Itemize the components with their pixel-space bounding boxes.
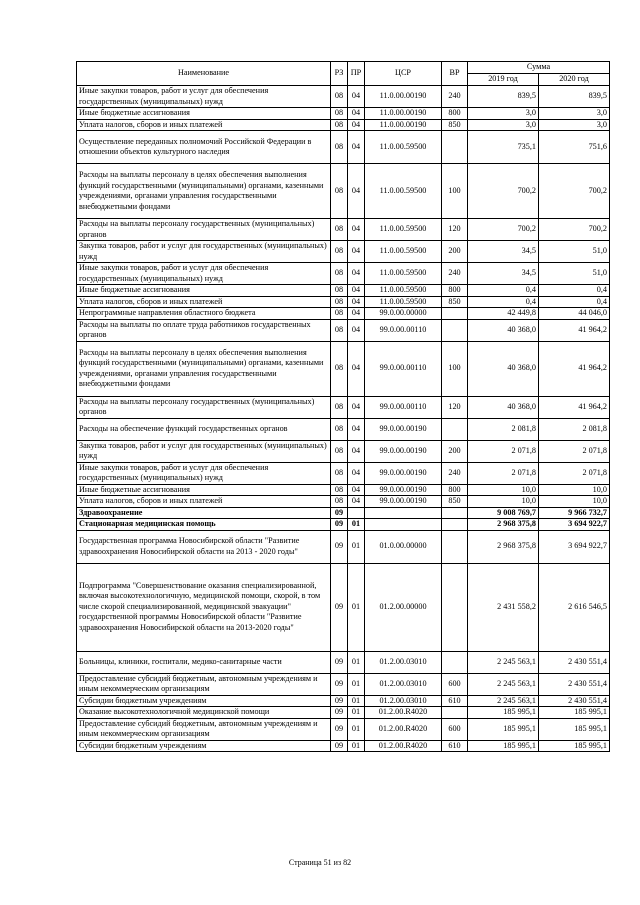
cell-csr: 11.0.00.59500 [365,285,442,297]
cell-rz: 08 [331,119,348,131]
cell-vr [442,308,468,320]
cell-vr: 240 [442,86,468,108]
cell-name: Подпрограмма "Совершенствование оказания специализированной, включая высокотехнологичную, медицинской помощи, скорой, в том числе скорой специализированной, медицинской эвакуации" государственной программы Новосибирской области "Развитие здравоохранения Новосибирской области на 2013-2020 годы" [77,563,331,651]
cell-sum-2019: 839,5 [468,86,539,108]
cell-name: Уплата налогов, сборов и иных платежей [77,296,331,308]
cell-csr: 99.0.00.00110 [365,341,442,396]
cell-sum-2020: 2 430 551,4 [539,651,610,673]
cell-vr [442,131,468,164]
cell-rz: 09 [331,530,348,563]
cell-csr: 99.0.00.00190 [365,418,442,440]
table-row [77,496,610,508]
cell-csr: 99.0.00.00190 [365,484,442,496]
cell-name: Оказание высокотехнологичной медицинской помощи [77,707,331,719]
cell-pr: 04 [348,418,365,440]
cell-sum-2020: 3,0 [539,108,610,120]
table-row [77,319,610,341]
cell-rz: 09 [331,673,348,695]
header-csr: ЦСР [365,62,442,86]
header-year-2020: 2020 год [539,74,610,86]
table-row [77,219,610,241]
cell-rz: 08 [331,308,348,320]
cell-sum-2019: 10,0 [468,484,539,496]
table-row [77,341,610,396]
table-row [77,563,610,651]
cell-name: Иные бюджетные ассигнования [77,285,331,297]
cell-sum-2020: 41 964,2 [539,396,610,418]
cell-rz: 08 [331,241,348,263]
header-rz: РЗ [331,62,348,86]
cell-csr: 11.0.00.59500 [365,241,442,263]
cell-name: Закупка товаров, работ и услуг для государственных (муниципальных) нужд [77,440,331,462]
cell-sum-2020: 9 966 732,7 [539,507,610,519]
cell-sum-2019: 40 368,0 [468,319,539,341]
table-row [77,241,610,263]
cell-vr: 120 [442,396,468,418]
cell-name: Закупка товаров, работ и услуг для государственных (муниципальных) нужд [77,241,331,263]
header-year-2019: 2019 год [468,74,539,86]
cell-pr: 01 [348,718,365,740]
cell-name: Иные закупки товаров, работ и услуг для обеспечения государственных (муниципальных) нужд [77,263,331,285]
cell-name: Расходы на выплаты персоналу государственных (муниципальных) органов [77,396,331,418]
cell-csr: 11.0.00.59500 [365,164,442,219]
cell-pr: 04 [348,108,365,120]
cell-sum-2020: 185 995,1 [539,718,610,740]
table-row [77,740,610,752]
cell-sum-2020: 2 071,8 [539,440,610,462]
cell-name: Расходы на выплаты по оплате труда работников государственных органов [77,319,331,341]
cell-name: Уплата налогов, сборов и иных платежей [77,119,331,131]
table-row [77,707,610,719]
cell-vr [442,418,468,440]
cell-vr: 850 [442,296,468,308]
cell-rz: 09 [331,695,348,707]
cell-name: Субсидии бюджетным учреждениям [77,740,331,752]
cell-pr: 04 [348,319,365,341]
table-row [77,108,610,120]
cell-rz: 08 [331,219,348,241]
cell-sum-2019: 2 968 375,8 [468,530,539,563]
cell-name: Предоставление субсидий бюджетным, автономным учреждениям и иным некоммерческим организациям [77,673,331,695]
cell-csr: 99.0.00.00110 [365,319,442,341]
cell-sum-2019: 700,2 [468,219,539,241]
header-vr: ВР [442,62,468,86]
cell-vr: 610 [442,695,468,707]
cell-vr [442,319,468,341]
cell-pr: 04 [348,285,365,297]
cell-name: Здравоохранение [77,507,331,519]
cell-sum-2019: 9 008 769,7 [468,507,539,519]
cell-sum-2019: 0,4 [468,296,539,308]
cell-sum-2020: 3 694 922,7 [539,519,610,531]
cell-csr: 01.2.00.R4020 [365,740,442,752]
cell-rz: 08 [331,86,348,108]
cell-csr: 01.2.00.03010 [365,651,442,673]
cell-vr: 200 [442,241,468,263]
cell-name: Непрограммные направления областного бюджета [77,308,331,320]
cell-sum-2020: 41 964,2 [539,319,610,341]
cell-rz: 09 [331,563,348,651]
cell-pr: 04 [348,131,365,164]
cell-csr: 11.0.00.59500 [365,131,442,164]
table-row [77,673,610,695]
table-row [77,484,610,496]
cell-sum-2019: 700,2 [468,164,539,219]
table-row [77,462,610,484]
cell-pr: 01 [348,695,365,707]
cell-rz: 08 [331,484,348,496]
cell-csr: 11.0.00.00190 [365,119,442,131]
cell-sum-2019: 2 245 563,1 [468,673,539,695]
cell-rz: 08 [331,396,348,418]
cell-pr: 01 [348,563,365,651]
cell-name: Осуществление переданных полномочий Российской Федерации в отношении объектов культурного наследия [77,131,331,164]
table-row [77,507,610,519]
cell-csr: 99.0.00.00110 [365,396,442,418]
cell-pr: 01 [348,707,365,719]
table-row [77,131,610,164]
cell-sum-2020: 2 430 551,4 [539,673,610,695]
cell-name: Расходы на выплаты персоналу государственных (муниципальных) органов [77,219,331,241]
cell-vr: 800 [442,484,468,496]
cell-csr: 11.0.00.59500 [365,219,442,241]
cell-sum-2020: 185 995,1 [539,707,610,719]
cell-pr [348,507,365,519]
cell-sum-2019: 2 071,8 [468,462,539,484]
cell-sum-2019: 185 995,1 [468,718,539,740]
cell-rz: 08 [331,341,348,396]
cell-vr: 240 [442,263,468,285]
cell-csr: 11.0.00.59500 [365,296,442,308]
cell-pr: 04 [348,462,365,484]
cell-sum-2019: 2 245 563,1 [468,651,539,673]
cell-name: Иные бюджетные ассигнования [77,484,331,496]
cell-pr: 04 [348,241,365,263]
cell-pr: 01 [348,673,365,695]
cell-rz: 08 [331,296,348,308]
cell-sum-2019: 185 995,1 [468,740,539,752]
cell-csr: 11.0.00.00190 [365,86,442,108]
cell-sum-2020: 2 081,8 [539,418,610,440]
cell-rz: 08 [331,496,348,508]
cell-sum-2019: 42 449,8 [468,308,539,320]
cell-sum-2020: 51,0 [539,241,610,263]
cell-csr [365,507,442,519]
cell-name: Расходы на обеспечение функций государственных органов [77,418,331,440]
cell-sum-2019: 2 081,8 [468,418,539,440]
cell-rz: 09 [331,507,348,519]
cell-csr: 11.0.00.59500 [365,263,442,285]
cell-name: Уплата налогов, сборов и иных платежей [77,496,331,508]
cell-csr: 11.0.00.00190 [365,108,442,120]
table-row [77,519,610,531]
cell-vr: 100 [442,164,468,219]
cell-rz: 08 [331,319,348,341]
cell-rz: 09 [331,519,348,531]
cell-vr [442,507,468,519]
cell-vr [442,519,468,531]
table-row [77,396,610,418]
cell-sum-2019: 34,5 [468,241,539,263]
cell-sum-2020: 2 071,8 [539,462,610,484]
cell-csr: 99.0.00.00000 [365,308,442,320]
cell-pr: 04 [348,496,365,508]
cell-sum-2020: 0,4 [539,285,610,297]
header-pr: ПР [348,62,365,86]
table-row [77,718,610,740]
cell-pr: 01 [348,530,365,563]
cell-sum-2020: 10,0 [539,484,610,496]
header-name: Наименование [77,62,331,86]
cell-sum-2020: 185 995,1 [539,740,610,752]
cell-sum-2019: 40 368,0 [468,341,539,396]
cell-csr: 01.0.00.00000 [365,530,442,563]
cell-pr: 04 [348,219,365,241]
cell-sum-2020: 2 430 551,4 [539,695,610,707]
header-sum: Сумма [468,62,610,74]
cell-sum-2020: 2 616 546,5 [539,563,610,651]
cell-rz: 08 [331,285,348,297]
cell-sum-2020: 51,0 [539,263,610,285]
cell-vr: 120 [442,219,468,241]
table-row [77,86,610,108]
cell-sum-2020: 44 046,0 [539,308,610,320]
cell-name: Государственная программа Новосибирской области "Развитие здравоохранения Новосибирской области на 2013 - 2020 годы" [77,530,331,563]
cell-sum-2020: 10,0 [539,496,610,508]
cell-rz: 08 [331,131,348,164]
cell-sum-2019: 735,1 [468,131,539,164]
cell-rz: 09 [331,718,348,740]
cell-vr: 100 [442,341,468,396]
cell-csr: 01.2.00.03010 [365,673,442,695]
cell-name: Расходы на выплаты персоналу в целях обеспечения выполнения функций государственными (муниципальными) органами, казенными учреждениями, органами управления государственными внебюджетными фондами [77,341,331,396]
cell-sum-2020: 0,4 [539,296,610,308]
cell-vr [442,563,468,651]
table-row [77,530,610,563]
cell-pr: 04 [348,263,365,285]
cell-csr: 01.2.00.R4020 [365,707,442,719]
cell-rz: 09 [331,740,348,752]
cell-csr: 99.0.00.00190 [365,440,442,462]
cell-sum-2019: 10,0 [468,496,539,508]
table-row [77,440,610,462]
cell-name: Иные закупки товаров, работ и услуг для обеспечения государственных (муниципальных) нужд [77,86,331,108]
table-row [77,418,610,440]
cell-sum-2020: 41 964,2 [539,341,610,396]
cell-sum-2019: 2 071,8 [468,440,539,462]
budget-table [76,61,610,752]
cell-vr: 800 [442,108,468,120]
cell-csr: 99.0.00.00190 [365,462,442,484]
cell-sum-2020: 839,5 [539,86,610,108]
cell-pr: 04 [348,86,365,108]
cell-pr: 04 [348,440,365,462]
cell-vr: 200 [442,440,468,462]
table-body [77,86,610,752]
cell-sum-2019: 2 245 563,1 [468,695,539,707]
cell-sum-2019: 34,5 [468,263,539,285]
table-row [77,651,610,673]
cell-pr: 04 [348,484,365,496]
cell-name: Предоставление субсидий бюджетным, автономным учреждениям и иным некоммерческим организациям [77,718,331,740]
cell-pr: 04 [348,308,365,320]
cell-name: Иные бюджетные ассигнования [77,108,331,120]
cell-sum-2020: 3 694 922,7 [539,530,610,563]
cell-sum-2019: 0,4 [468,285,539,297]
cell-vr: 600 [442,673,468,695]
cell-sum-2020: 751,6 [539,131,610,164]
cell-vr [442,651,468,673]
cell-vr [442,530,468,563]
cell-rz: 08 [331,418,348,440]
cell-pr: 04 [348,119,365,131]
cell-sum-2020: 700,2 [539,219,610,241]
table-row [77,308,610,320]
cell-csr [365,519,442,531]
cell-vr: 240 [442,462,468,484]
cell-vr: 600 [442,718,468,740]
table-header [77,62,610,86]
cell-vr: 850 [442,119,468,131]
cell-pr: 04 [348,296,365,308]
cell-rz: 08 [331,164,348,219]
cell-name: Субсидии бюджетным учреждениям [77,695,331,707]
table-row [77,285,610,297]
cell-rz: 09 [331,651,348,673]
table-row [77,164,610,219]
cell-sum-2020: 3,0 [539,119,610,131]
cell-name: Иные закупки товаров, работ и услуг для обеспечения государственных (муниципальных) нужд [77,462,331,484]
cell-vr: 850 [442,496,468,508]
cell-name: Стационарная медицинская помощь [77,519,331,531]
cell-sum-2020: 700,2 [539,164,610,219]
cell-csr: 01.2.00.03010 [365,695,442,707]
table-row [77,263,610,285]
cell-name: Больницы, клиники, госпитали, медико-санитарные части [77,651,331,673]
cell-pr: 01 [348,651,365,673]
cell-rz: 08 [331,263,348,285]
cell-csr: 01.2.00.00000 [365,563,442,651]
cell-pr: 04 [348,164,365,219]
cell-rz: 09 [331,707,348,719]
table-row [77,695,610,707]
cell-pr: 01 [348,740,365,752]
cell-pr: 01 [348,519,365,531]
cell-vr: 610 [442,740,468,752]
table-row [77,296,610,308]
table-row [77,119,610,131]
cell-sum-2019: 40 368,0 [468,396,539,418]
cell-csr: 99.0.00.00190 [365,496,442,508]
cell-sum-2019: 3,0 [468,119,539,131]
cell-vr: 800 [442,285,468,297]
cell-rz: 08 [331,440,348,462]
cell-rz: 08 [331,462,348,484]
cell-pr: 04 [348,396,365,418]
cell-csr: 01.2.00.R4020 [365,718,442,740]
cell-sum-2019: 2 431 558,2 [468,563,539,651]
cell-sum-2019: 185 995,1 [468,707,539,719]
cell-rz: 08 [331,108,348,120]
cell-sum-2019: 3,0 [468,108,539,120]
cell-sum-2019: 2 968 375,8 [468,519,539,531]
cell-name: Расходы на выплаты персоналу в целях обеспечения выполнения функций государственными (муниципальными) органами, казенными учреждениями, органами управления государственными внебюджетными фондами [77,164,331,219]
page-number: Страница 51 из 82 [288,858,352,867]
cell-vr [442,707,468,719]
cell-pr: 04 [348,341,365,396]
